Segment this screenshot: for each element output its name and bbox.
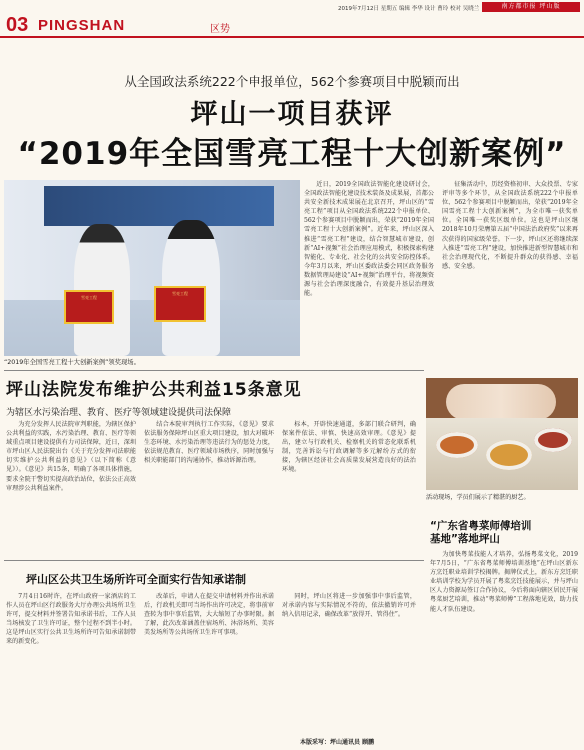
training-headline-line1: “广东省粤菜师傅培训 — [430, 520, 532, 532]
court-subheadline: 为辖区水污染治理、教育、医疗等领域建设提供司法保障 — [6, 408, 232, 418]
lead-subtitle: 从全国政法系统222个申报单位，562个参赛项目中脱颖而出 — [124, 74, 460, 89]
lead-column-2 — [442, 180, 578, 370]
certificate-right: 雪亮工程 — [154, 286, 206, 322]
certificate-left: 雪亮工程 — [64, 290, 114, 324]
court-column-2 — [144, 420, 274, 552]
brand-logo: 南方都市报 坪山版 — [482, 2, 580, 12]
dateline: 2019年7月12日 星期五 编辑 李华 设计 曹玲 校对 吴晓兰 — [338, 6, 480, 12]
court-headline: 坪山法院发布维护公共利益15条意见 — [6, 380, 302, 400]
lead-paragraph: 近日，2019全国政法智能化建设研讨会，全国政法智能化建设技术装备及成果展，首都公共安全新技术成果展在北京召开，坪山区的“雪亮工程”项目从全国政法系统222个申报单位、562个参赛项目中脱颖而出，荣获“2019年全国雪亮工程十大创新案例”。近年来，坪山区深入推进“雪亮工程”建设，结合智慧城市建设，创新“AI+视频”社会治理应用模式，积极探索构建智能化、专业化、社会化的公共安全防控体系。今年3月以来，坪山区委政法委会同区政务服务数据管理局建设“AI+视频”治理平台，将视频资源与社会治理深度融合，有效提升基层治理效能。 — [304, 181, 434, 298]
training-paragraph: 为加快粤菜技能人才培养，弘扬粤菜文化，2019年7月5日，“广东省粤菜师傅培训基地”在坪山区新东方烹饪职业培训学校揭牌。揭牌仪式上，新东方烹饪职业培训学校为学员开展了粤菜烹饪技能展示，并与坪山区人力资源局签订合作协议，今后将面向辖区居民开展粤菜厨艺培训，推动“粤菜师傅”工程落地见效，助力技能人才队伍建设。 — [430, 551, 578, 613]
cooking-photo-caption: 活动现场，学员们展示了精湛的厨艺。 — [426, 494, 530, 501]
page-number: 03 — [6, 14, 29, 36]
license-column-2 — [144, 592, 274, 742]
page-header — [0, 0, 584, 38]
byline: 本版采写：坪山通讯员 顾鹏 — [300, 739, 375, 746]
cooking-photo — [426, 378, 578, 490]
license-headline: 坪山区公共卫生场所许可全面实行告知承诺制 — [26, 573, 246, 586]
lead-column-1 — [304, 180, 434, 370]
award-photo — [4, 180, 300, 356]
photo-caption: “2019年全国雪亮工程十大创新案例”领奖现场。 — [4, 359, 140, 366]
dish — [486, 440, 532, 470]
license-paragraph: 7月4日16时许，在坪山政府一家酒店的工作人员在坪山区行政服务大厅办理公共场所卫生许可，提交材料并签署告知承诺书后，工作人员当场核发了卫生许可证，整个过程不到半小时。这是坪山区实行公共卫生场所许可告知承诺制带来的新变化。 — [6, 593, 136, 646]
court-paragraph: 结合本院审判执行工作实际，《意见》要求依法服务保障坪山区重大项目建设，加大对破坏生态环境、水污染治理等违法行为的惩处力度，依法规范教育、医疗领域市场秩序，同时加强与相关职能部门的沟通协作，推动诉源治理。 — [144, 421, 274, 465]
court-paragraph: 为充分发挥人民法院审判职能，为辖区保护公共利益的实践，水污染治理、教育、医疗等领域重点项目建设提供有力司法保障，近日，深圳市坪山区人民法院出台《关于充分发挥司法职能切实维护公共利益的意见》（以下简称《意见》）。《意见》共15条，明确了各项具体措施，要求全院干警切实提高政治站位，依法公正高效审理涉公共利益案件。 — [6, 421, 136, 492]
training-headline-line2: 基地”落地坪山 — [430, 533, 500, 545]
license-paragraph: 改革后，申请人在提交申请材料并作出承诺后，行政机关即可当场作出许可决定，将事前审查转为事中事后监管，大大缩短了办事时限。据了解，此次改革涵盖住宿场所、沐浴场所、美容美发场所等公共场所卫生许可事项。 — [144, 593, 274, 637]
section-divider — [4, 560, 424, 561]
lead-title-line2: “2019年全国雪亮工程十大创新案例” — [17, 136, 567, 172]
training-column — [430, 550, 578, 746]
dish — [534, 428, 572, 452]
license-column-3 — [282, 592, 416, 734]
section-name-cn: 区势 — [210, 24, 230, 35]
lead-title-line1: 坪山一项目获评 — [190, 99, 394, 130]
section-divider — [4, 370, 424, 371]
license-column-1 — [6, 592, 136, 742]
court-column-3 — [282, 420, 416, 552]
court-column-1 — [6, 420, 136, 552]
court-paragraph: 标本，开辟快速通道，多部门联合研判，确保案件依法、审慎、快速高效审理。《意见》提出，建立与行政机关、检察机关的常态化联系机制，完善诉讼与行政调解等多元解纷方式的衔接，为辖区经济社会高质量发展营造良好的法治环境。 — [282, 421, 416, 474]
dish — [436, 432, 478, 458]
lead-paragraph: 征集活动中，历经资格初审、大众投票、专家评审等多个环节，从全国政法系统222个申报单位、562个参赛项目中脱颖而出，荣获“2019年全国雪亮工程十大创新案例”，为全市唯一获奖单位。全国唯一获奖区级单位。这也是坪山区继2018年10月荣膺第五届“中国法治政府奖”以来再次获得的国家级荣誉。下一步，坪山区还将继续深入推进“雪亮工程”建设，加快推进新型智慧城市和社会治理现代化，不断提升群众的获得感、幸福感、安全感。 — [442, 181, 578, 270]
section-name: PINGSHAN — [38, 17, 126, 34]
license-paragraph: 同时，坪山区将进一步加强事中事后监管，对承诺内容与实际情况不符的，依法撤销许可并纳入信用记录，确保改革“放得开、管得住”。 — [282, 593, 416, 619]
